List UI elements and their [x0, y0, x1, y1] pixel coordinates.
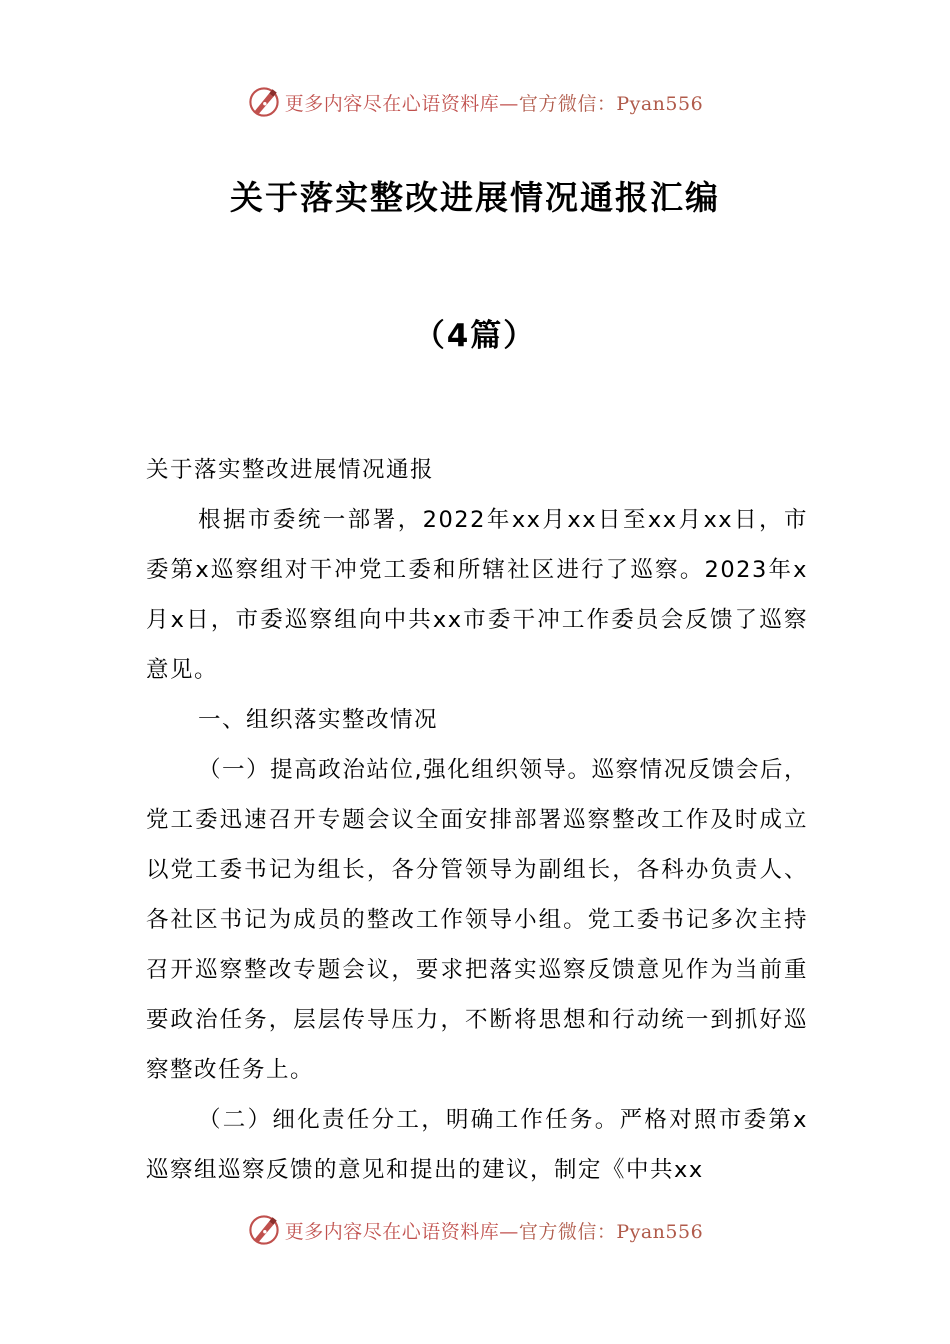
watermark-library-text: 更多内容尽在心语资料库— [284, 92, 519, 115]
watermark-wechat-id: Pyan556 [616, 92, 704, 115]
pen-nib-logo-icon [247, 85, 281, 119]
watermark-banner-bottom [0, 1210, 950, 1250]
watermark-content [247, 85, 703, 119]
document-body [146, 445, 808, 1195]
article-heading: 关于落实整改进展情况通报 [146, 457, 435, 483]
watermark-wechat-label: 官方微信： [518, 1220, 617, 1243]
pen-nib-logo-icon [247, 1213, 281, 1247]
watermark-wechat-id: Pyan556 [616, 1220, 704, 1243]
section-heading: 一、组织落实整改情况 [198, 707, 439, 733]
document-subtitle: （4篇） [413, 318, 537, 354]
document-title: 关于落实整改进展情况通报汇编 [230, 178, 720, 217]
watermark-text [285, 89, 703, 116]
watermark-wechat-label: 官方微信： [518, 92, 617, 115]
body-paragraph: （一）提高政治站位,强化组织领导。巡察情况反馈会后，党工委迅速召开专题会议全面安排部署巡察整改工作及时成立以党工委书记为组长，各分管领导为副组长，各科办负责人、各社区书记为成员的整改工作领导小组。党工委书记多次主持召开巡察整改专题会议，要求把落实巡察反馈意见作为当前重要政治任务，层层传导压力，不断将思想和行动统一到抓好巡察整改任务上。 [146, 757, 808, 1083]
body-paragraph: （二）细化责任分工，明确工作任务。严格对照市委第x巡察组巡察反馈的意见和提出的建议，制定《中共xx [146, 1107, 808, 1183]
body-paragraph: 根据市委统一部署，2022年xx月xx日至xx月xx日，市委第x巡察组对干冲党工委和所辖社区进行了巡察。2023年x月x日，市委巡察组向中共xx市委干冲工作委员会反馈了巡察意见。 [146, 507, 808, 683]
watermark-library-text: 更多内容尽在心语资料库— [284, 1220, 519, 1243]
watermark-content [247, 1213, 703, 1247]
watermark-text [285, 1217, 703, 1244]
watermark-banner-top [0, 82, 950, 122]
